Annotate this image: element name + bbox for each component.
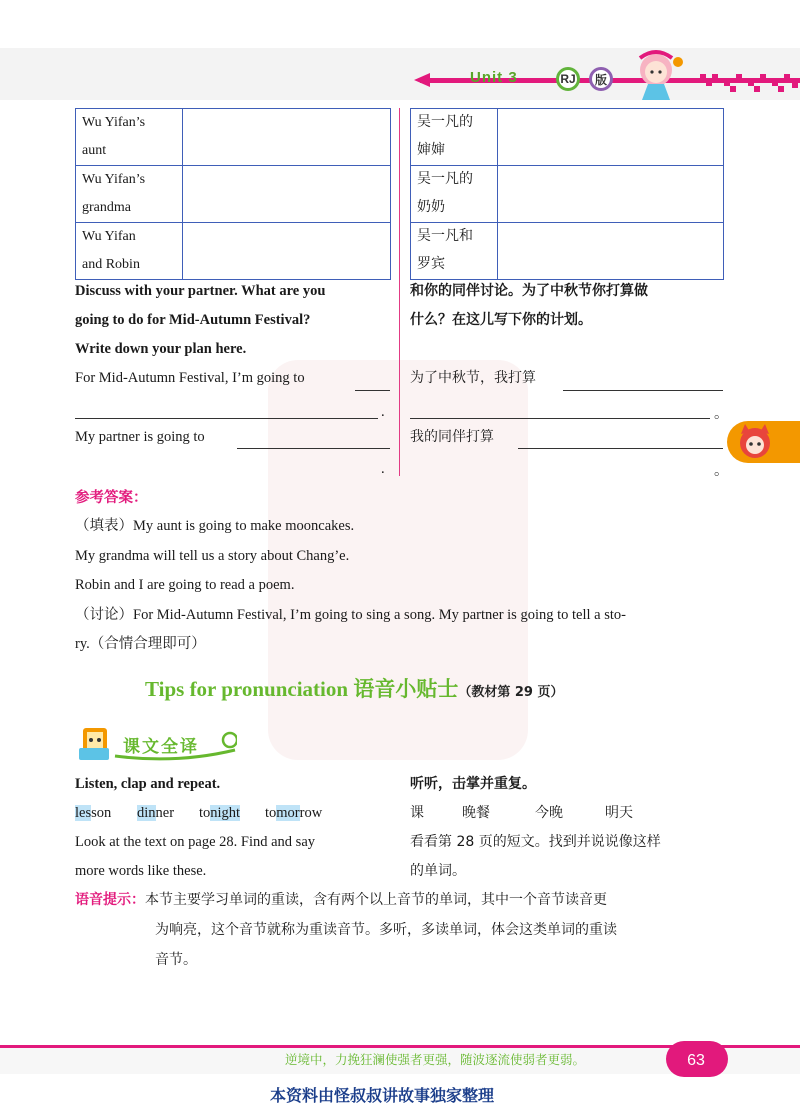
table-cell: 吴一凡的 婶婶 xyxy=(411,109,498,166)
period: . xyxy=(381,461,385,477)
look-en-line2: more words like these. xyxy=(75,863,207,879)
word-tomorrow: tomorrow xyxy=(265,805,323,821)
fill-blank[interactable] xyxy=(518,448,723,449)
column-divider xyxy=(399,108,400,476)
word-cn-dinner: 晚餐 xyxy=(462,805,490,821)
footer-motto: 逆境中，力挽狂澜使强者更强，随波逐流使弱者更弱。 xyxy=(285,1052,586,1067)
edition-badge: 版 xyxy=(589,67,613,91)
page-number: 63 xyxy=(687,1052,705,1069)
fill-prompt-cn-1: 为了中秋节，我打算 xyxy=(410,370,536,386)
word-tonight: tonight xyxy=(199,805,241,821)
word-lesson: lesson xyxy=(75,805,112,821)
fill-prompt-en-1: For Mid-Autumn Festival, I’m going to xyxy=(75,370,305,386)
hint-line2: 为响亮，这个音节就称为重读音节。多听，多读单词，体会这类单词的重读 xyxy=(155,922,617,938)
discuss-cn-line2: 什么？在这儿写下你的计划。 xyxy=(410,312,592,328)
look-cn-line2: 的单词。 xyxy=(410,863,466,879)
table-row xyxy=(76,109,391,166)
hint-line3: 音节。 xyxy=(155,952,197,968)
side-tab xyxy=(727,421,800,463)
answer-cell[interactable] xyxy=(498,166,724,223)
translation-banner xyxy=(77,722,237,766)
table-row xyxy=(411,109,724,166)
answer-cell[interactable] xyxy=(498,109,724,166)
discuss-en-line3: Write down your plan here. xyxy=(75,341,247,357)
answers-title: 参考答案： xyxy=(75,490,148,506)
discuss-en-line2: going to do for Mid-Autumn Festival? xyxy=(75,312,311,328)
section-title-cn: 语音小贴士 xyxy=(353,677,459,701)
table-row xyxy=(411,166,724,223)
period: 。 xyxy=(714,463,729,479)
answer-line: Robin and I are going to read a poem. xyxy=(75,577,295,593)
answer-line: （填表）My aunt is going to make mooncakes. xyxy=(75,518,355,534)
answer-line: My grandma will tell us a story about Chang’e. xyxy=(75,548,350,564)
answer-cell[interactable] xyxy=(498,223,724,280)
word-cn-lesson: 课 xyxy=(410,805,424,821)
translation-label: 课文全译 xyxy=(123,737,199,757)
fill-blank[interactable] xyxy=(75,418,378,419)
fill-blank[interactable] xyxy=(410,418,710,419)
answer-line: ry.（合情合理即可） xyxy=(75,636,206,652)
fill-blank[interactable] xyxy=(355,390,390,391)
table-cell: 吴一凡的 奶奶 xyxy=(411,166,498,223)
plan-table-english xyxy=(75,108,391,280)
table-row xyxy=(411,223,724,280)
discuss-en-line1: Discuss with your partner. What are you xyxy=(75,283,326,299)
plan-table-chinese xyxy=(410,108,724,280)
table-row xyxy=(76,223,391,280)
word-cn-tonight: 今晚 xyxy=(535,805,563,821)
table-row xyxy=(76,166,391,223)
look-en-line1: Look at the text on page 28. Find and say xyxy=(75,834,316,850)
hint-label: 语音提示： xyxy=(75,892,145,908)
word-cn-tomorrow: 明天 xyxy=(605,805,633,821)
checker-pattern xyxy=(700,74,800,97)
mascot-face-icon xyxy=(735,422,775,462)
period: . xyxy=(381,404,385,420)
rj-badge: RJ xyxy=(556,67,580,91)
fill-prompt-cn-2: 我的同伴打算 xyxy=(410,429,494,445)
answer-cell[interactable] xyxy=(183,166,391,223)
section-page-ref: （教材第 29 页） xyxy=(458,685,564,700)
fill-prompt-en-2: My partner is going to xyxy=(75,429,205,445)
section-title-en: Tips for pronunciation xyxy=(145,677,349,701)
section-title xyxy=(145,673,563,703)
period: 。 xyxy=(714,406,729,422)
table-cell: Wu Yifan’s aunt xyxy=(76,109,183,166)
pronunciation-hint: 语音提示：本节主要学习单词的重读，含有两个以上音节的单词，其中一个音节读音更 xyxy=(75,892,607,908)
table-cell: Wu Yifan and Robin xyxy=(76,223,183,280)
fill-blank[interactable] xyxy=(237,448,390,449)
table-cell: Wu Yifan’s grandma xyxy=(76,166,183,223)
table-cell: 吴一凡和 罗宾 xyxy=(411,223,498,280)
look-cn-line1: 看看第 28 页的短文。找到并说说像这样 xyxy=(410,834,661,850)
answer-cell[interactable] xyxy=(183,109,391,166)
listen-heading-en: Listen, clap and repeat. xyxy=(75,776,221,792)
answer-cell[interactable] xyxy=(183,223,391,280)
answer-line: （讨论）For Mid-Autumn Festival, I’m going to sing a song. My partner is going to tell a sto- xyxy=(75,607,626,623)
fill-blank[interactable] xyxy=(563,390,723,391)
mascot-girl-icon xyxy=(622,48,690,107)
word-dinner: dinner xyxy=(137,805,175,821)
header-arrow-icon xyxy=(412,72,432,93)
listen-heading-cn: 听听，击掌并重复。 xyxy=(410,776,536,792)
unit-label: Unit 3 xyxy=(470,69,518,86)
source-watermark: 本资料由怪叔叔讲故事独家整理 xyxy=(270,1086,495,1105)
discuss-cn-line1: 和你的同伴讨论。为了中秋节你打算做 xyxy=(410,283,648,299)
